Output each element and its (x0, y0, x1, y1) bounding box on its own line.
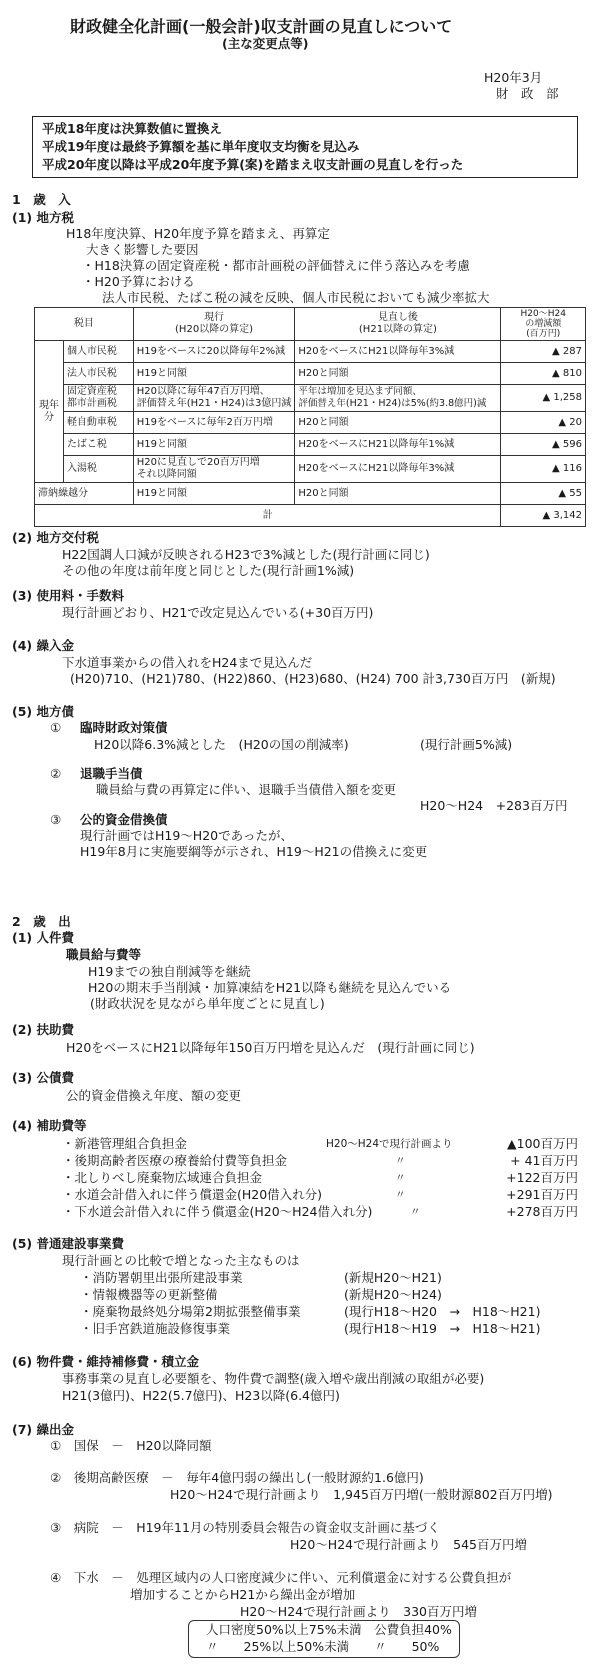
cell-line: 評価替え年(H21・H24)は3億円減 (136, 398, 292, 409)
cell-item: 個人市民税 (63, 341, 133, 363)
cell-current: H19と同額 (133, 363, 295, 385)
body-text: H20以降6.3%減とした (H20の国の削減率) (94, 737, 349, 752)
subsection-heading: (1) 人件費 (12, 930, 74, 945)
cell-line: H20以降に毎年47百万円増、 (136, 386, 270, 397)
list-item-label: ・新港管理組合負担金 (62, 1136, 188, 1151)
body-text: H18年度決算、H20年度予算を踏まえ、再算定 (66, 226, 330, 241)
total-label: 計 (35, 505, 501, 527)
body-text: 事務事業の見直し必要額を、物件費で調整(歳入増や歳出削減の取組が必要) (62, 1371, 485, 1386)
body-text: H19までの独自削減等を継続 (88, 964, 251, 979)
cell-revised (295, 385, 501, 412)
list-item-label: ・情報機器等の更新整備 (80, 1287, 218, 1302)
table-row (35, 363, 586, 385)
cell-item: 滞納繰越分 (35, 483, 134, 505)
list-item-note: 〃 (395, 1155, 406, 1167)
cell-current: H19と同額 (133, 434, 295, 456)
list-item-value: +278百万円 (506, 1204, 578, 1219)
body-text: ・H20予算における (82, 274, 195, 289)
list-item-note: (現行H18～H20 → H18～H21) (344, 1304, 541, 1319)
cell-revised: H20と同額 (295, 483, 501, 505)
item-number: ① (50, 720, 62, 735)
summary-note: 平成20年度以降は平成20年度予算(案)を踏まえ収支計画の見直しを行った (42, 157, 464, 172)
cell-revised: H20をベースにH21以降毎年3%減 (295, 341, 501, 363)
list-item-note: 〃 (410, 1206, 421, 1218)
body-text: 現行計画ではH19～H20であったが、 (80, 828, 293, 843)
subsection-heading: (1) 地方税 (12, 210, 74, 225)
subsection-heading: (3) 使用料・手数料 (12, 588, 124, 603)
header-line: H20～H24 (520, 309, 566, 319)
body-text: 大きく影響した要因 (86, 242, 199, 257)
header-line: 現行 (204, 312, 225, 323)
body-text: 増加することからH21から繰出金が増加 (130, 1587, 356, 1602)
section-heading: 1 歳 入 (12, 192, 71, 207)
cell-delta: ▲ 20 (501, 412, 586, 434)
subsection-heading: (7) 繰出金 (12, 1422, 74, 1437)
ratio-line: 人口密度50%以上75%未満 公費負担40% (206, 1622, 452, 1637)
list-item-value: +291百万円 (506, 1187, 578, 1202)
list-item-label: ・廃棄物最終処分場第2期拡張整備事業 (80, 1304, 301, 1319)
cell-current (133, 385, 295, 412)
cell-item: 法人市民税 (63, 363, 133, 385)
cell-revised: H20をベースにH21以降毎年1%減 (295, 434, 501, 456)
department-label: 財 政 部 (496, 86, 559, 101)
subsection-heading: (5) 地方債 (12, 704, 74, 719)
list-item-value: +122百万円 (506, 1170, 578, 1185)
body-text: その他の年度は前年度と同じとした(現行計画1%減) (62, 563, 355, 578)
list-item-value: ▲100百万円 (507, 1136, 578, 1151)
table-header-row (35, 308, 586, 341)
header-line: (H21以降の算定) (358, 324, 437, 335)
subsection-heading: (6) 物件費・維持補修費・積立金 (12, 1354, 199, 1369)
list-item-label: ・北しりべし廃棄物広域連合負担金 (62, 1170, 263, 1185)
cell-line: H20に見直しで20百万円増 (136, 457, 260, 468)
cell-line: 固定資産税 (66, 386, 117, 397)
cell-item: たばこ税 (63, 434, 133, 456)
list-item-value: + 41百万円 (510, 1153, 578, 1168)
total-value: ▲ 3,142 (501, 505, 586, 527)
page-title: 財政健全化計画(一般会計)収支計画の見直しについて (70, 17, 453, 36)
body-text: 現行計画どおり、H21で改定見込んでいる(+30百万円) (62, 605, 374, 620)
cell-delta: ▲ 810 (501, 363, 586, 385)
cell-revised: H20をベースにH21以降毎年3%減 (295, 456, 501, 483)
cell-delta: ▲ 116 (501, 456, 586, 483)
list-item-label: ・旧手宮鉄道施設修復事業 (80, 1321, 231, 1336)
column-header (295, 308, 501, 341)
cell-revised: H20と同額 (295, 363, 501, 385)
cell-line: 平年は増加を見込まず同額、 (298, 386, 422, 397)
subsection-heading: (2) 扶助費 (12, 1022, 74, 1037)
cell-item: 入湯税 (63, 456, 133, 483)
body-text: ② 後期高齢医療 － 毎年4億円弱の繰出し(一般財源約1.6億円) (50, 1470, 424, 1485)
summary-note: 平成18年度は決算数値に置換え (42, 121, 222, 136)
subsection-heading: (4) 補助費等 (12, 1118, 87, 1133)
header-line: (H20以降の算定) (175, 324, 254, 335)
cell-revised: H20と同額 (295, 412, 501, 434)
cell-current: H19をベースに毎年2百万円増 (133, 412, 295, 434)
list-item-label: ・水道会計借入れに伴う償還金(H20借入れ分) (62, 1187, 323, 1202)
list-item-note: (新規H20～H24) (344, 1287, 442, 1302)
table-row (35, 434, 586, 456)
cell-line: それ以降同額 (136, 469, 197, 480)
body-text: ① 国保 － H20以降同額 (50, 1438, 212, 1453)
table-row (35, 456, 586, 483)
cell-line: 評価替え年(H21・H24)は5%(約3.8億円)減 (298, 398, 487, 409)
item-number: ③ (50, 812, 62, 827)
subsection-heading: (4) 繰入金 (12, 638, 74, 653)
list-item-note: 〃 (395, 1172, 406, 1184)
list-item-note: (現行H18～H19 → H18～H21) (344, 1321, 541, 1336)
body-text: 法人市民税、たばこ税の減を反映、個人市民税においても減少率拡大 (102, 290, 490, 305)
table-row (35, 412, 586, 434)
body-text: H20～H24で現行計画より 330百万円増 (240, 1604, 477, 1619)
subsection-heading: (3) 公債費 (12, 1070, 74, 1085)
cell-current (133, 456, 295, 483)
header-line: 見直し後 (377, 312, 418, 323)
item-number: ② (50, 766, 62, 781)
subsection-heading: (5) 普通建設事業費 (12, 1236, 124, 1251)
column-header (133, 308, 295, 341)
cell-delta: ▲ 1,258 (501, 385, 586, 412)
cell-line: 都市計画税 (66, 398, 117, 409)
body-text: H19年8月に実施要綱等が示され、H19～H21の借換えに変更 (80, 844, 428, 859)
cell-item (63, 385, 133, 412)
body-text: (現行計画5%減) (420, 737, 513, 752)
item-title: 職員給与費等 (66, 947, 142, 962)
header-line: の増減額 (525, 319, 562, 329)
column-header: 税目 (35, 308, 134, 341)
list-item-label: ・消防署朝里出張所建設事業 (80, 1270, 243, 1285)
table-row (35, 483, 586, 505)
header-line: (百万円) (526, 329, 561, 339)
body-text: H20～H24で現行計画より 1,945百万円増(一般財源802百万円増) (170, 1487, 553, 1502)
body-text: (H20)710、(H21)780、(H22)860、(H23)680、(H24) 700 計3,730百万円 (新規) (70, 671, 556, 686)
body-text: H20～H24で現行計画より 545百万円増 (290, 1537, 527, 1552)
body-text: ・H18決算の固定資産税・都市計画税の評価替えに伴う落込みを考慮 (82, 258, 470, 273)
body-text: H22国調人口減が反映されるH23で3%減とした(現行計画に同じ) (62, 547, 430, 562)
body-text: 公的資金借換え年度、額の変更 (66, 1088, 242, 1103)
list-item-note: H20～H24で現行計画より (326, 1138, 453, 1150)
cell-delta: ▲ 287 (501, 341, 586, 363)
cell-current: H19をベースに20以降毎年2%減 (133, 341, 295, 363)
cell-current: H19と同額 (133, 483, 295, 505)
list-item-label: ・後期高齢者医療の療養給付費等負担金 (62, 1153, 288, 1168)
cell-delta: ▲ 596 (501, 434, 586, 456)
body-text: ④ 下水 － 処理区域内の人口密度減少に伴い、元利償還金に対する公費負担が (50, 1570, 512, 1585)
summary-note: 平成19年度は最終予算額を基に単年度収支均衡を見込み (42, 139, 360, 154)
tax-table (34, 307, 586, 527)
column-header (501, 308, 586, 341)
body-text: (財政状況を見ながら単年度ごとに見直し) (90, 996, 325, 1011)
section-heading: 2 歳 出 (12, 914, 71, 929)
list-item-note: (新規H20～H21) (344, 1270, 442, 1285)
group-label: 現年分 (35, 341, 64, 483)
page-subtitle: (主な変更点等) (222, 36, 309, 51)
body-text: H20～H24 +283百万円 (420, 798, 568, 813)
ratio-line: 〃 25%以上50%未満 〃 50% (206, 1639, 440, 1654)
item-title: 退職手当債 (80, 766, 143, 781)
date-label: H20年3月 (484, 70, 543, 85)
body-text: H20をベースにH21以降毎年150百万円増を見込んだ (現行計画に同じ) (66, 1040, 475, 1055)
table-row (35, 385, 586, 412)
cell-delta: ▲ 55 (501, 483, 586, 505)
list-item-note: 〃 (395, 1189, 406, 1201)
table-total-row (35, 505, 586, 527)
body-text: 下水道事業からの借入れをH24まで見込んだ (62, 655, 313, 670)
item-title: 臨時財政対策債 (80, 720, 168, 735)
body-text: 職員給与費の再算定に伴い、退職手当債借入額を変更 (96, 782, 397, 797)
item-title: 公的資金借換債 (80, 812, 168, 827)
body-text: ③ 病院 － H19年11月の特別委員会報告の資金収支計画に基づく (50, 1520, 440, 1535)
list-item-label: ・下水道会計借入れに伴う償還金(H20～H24借入れ分) (62, 1204, 373, 1219)
body-text: 現行計画との比較で増となった主なものは (62, 1253, 300, 1268)
body-text: H20の期末手当削減・加算凍結をH21以降も継続を見込んでいる (88, 980, 452, 995)
table-row (35, 341, 586, 363)
subsection-heading: (2) 地方交付税 (12, 530, 99, 545)
cell-item: 軽自動車税 (63, 412, 133, 434)
body-text: H21(3億円)、H22(5.7億円)、H23以降(6.4億円) (62, 1388, 340, 1403)
